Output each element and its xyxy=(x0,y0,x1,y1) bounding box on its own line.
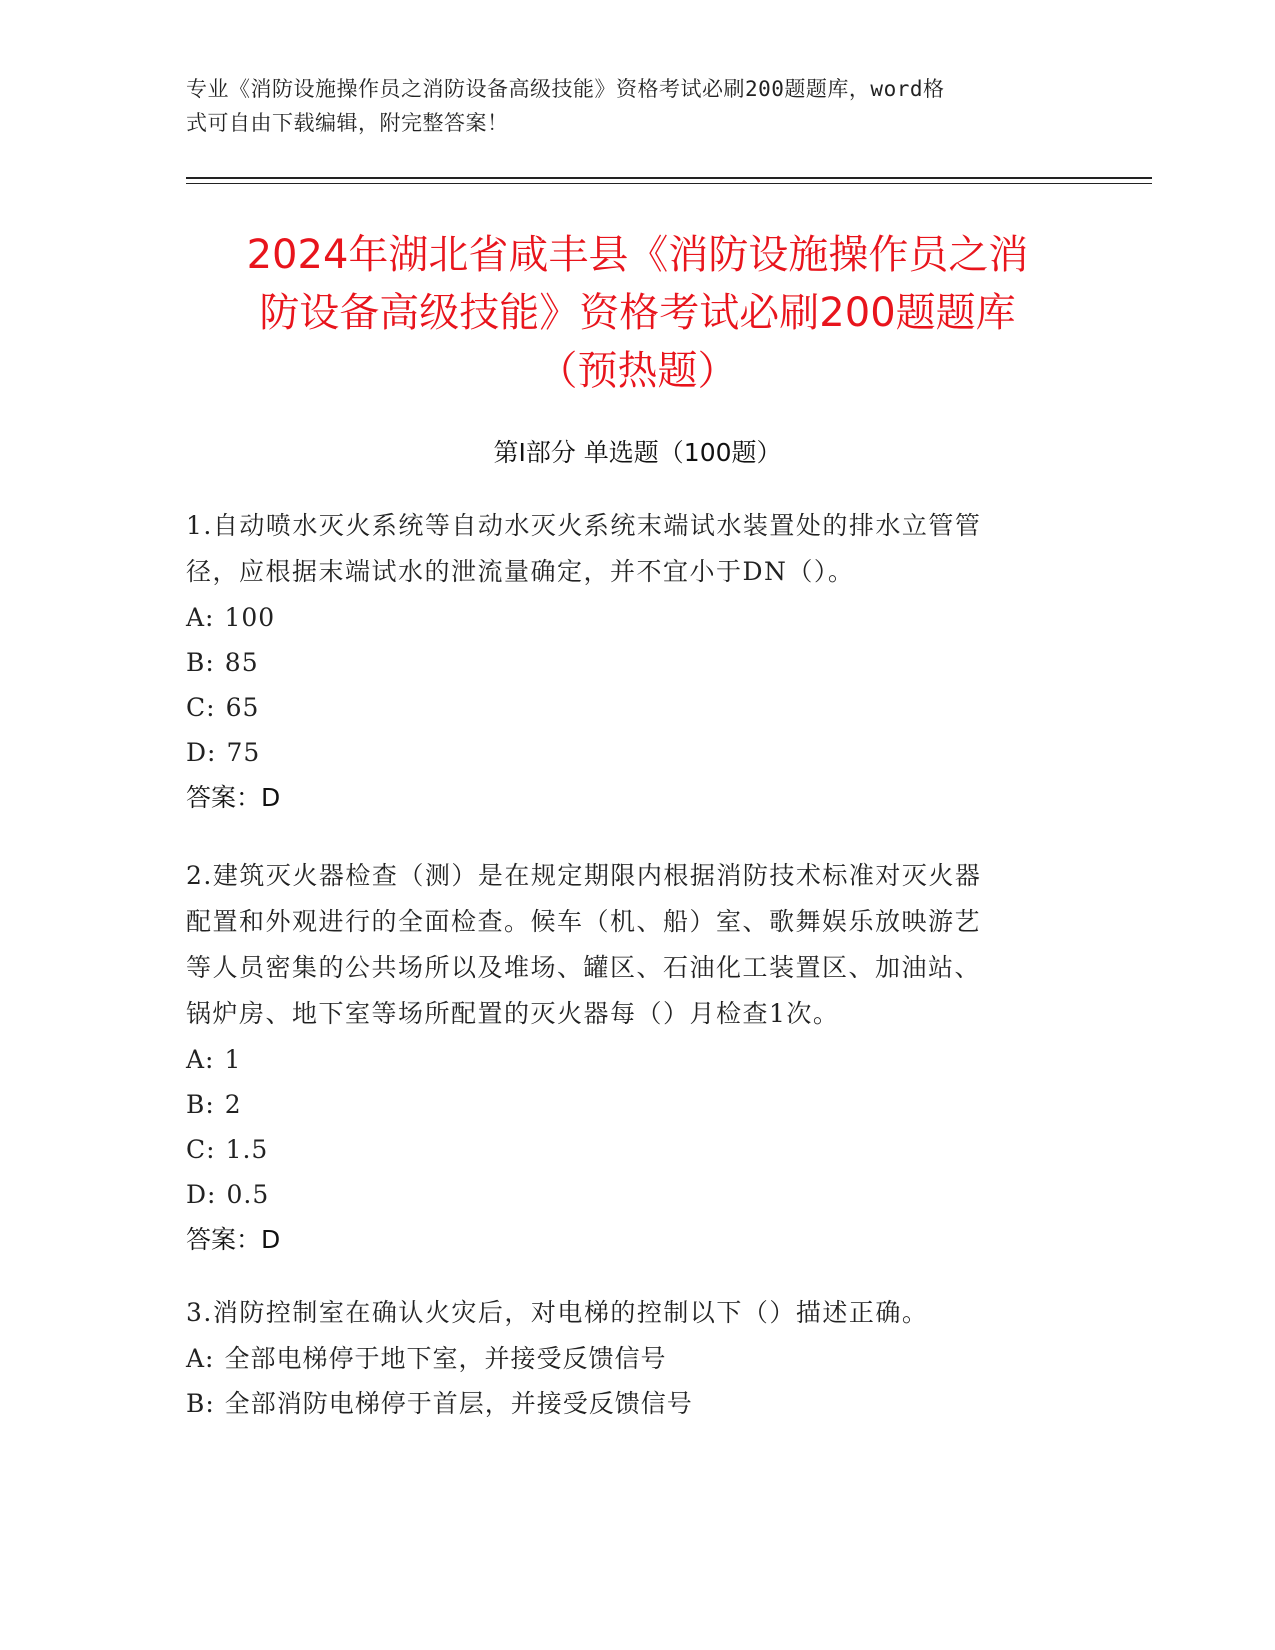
option-b xyxy=(186,1082,1066,1127)
header-rule-thick xyxy=(186,177,1152,179)
question-1 xyxy=(186,503,1066,821)
option-text: 85 xyxy=(224,648,259,677)
question-stem xyxy=(186,503,1066,595)
question-stem-line: 配置和外观进行的全面检查。候车（机、船）室、歌舞娱乐放映游艺 xyxy=(186,907,982,936)
option-key: D: xyxy=(186,1180,217,1209)
question-3 xyxy=(186,1290,1066,1426)
option-a xyxy=(186,1037,1066,1082)
option-text: 100 xyxy=(224,603,276,632)
option-key: B: xyxy=(186,648,215,677)
option-text: 0.5 xyxy=(226,1180,270,1209)
option-text: 75 xyxy=(226,738,261,767)
header-note-line-2: 式可自由下载编辑，附完整答案！ xyxy=(186,111,509,135)
question-stem xyxy=(186,853,1066,1037)
option-text: 2 xyxy=(224,1090,242,1119)
question-stem-line: 1.自动喷水灭火系统等自动水灭火系统末端试水装置处的排水立管管 xyxy=(186,511,982,540)
option-key: C: xyxy=(186,693,216,722)
question-2 xyxy=(186,853,1066,1263)
question-stem-line: 等人员密集的公共场所以及堆场、罐区、石油化工装置区、加油站、 xyxy=(186,953,982,982)
answer: 答案：D xyxy=(186,1225,281,1254)
question-stem-line: 2.建筑灭火器检查（测）是在规定期限内根据消防技术标准对灭火器 xyxy=(186,861,982,890)
option-key: C: xyxy=(186,1135,216,1164)
option-text: 1.5 xyxy=(225,1135,269,1164)
option-d xyxy=(186,1172,1066,1217)
option-key: A: xyxy=(186,603,215,632)
option-c xyxy=(186,1127,1066,1172)
question-stem-line: 锅炉房、地下室等场所配置的灭火器每（）月检查1次。 xyxy=(186,999,840,1028)
option-key: B: xyxy=(186,1389,215,1418)
option-b xyxy=(186,1381,1066,1426)
option-key: B: xyxy=(186,1090,215,1119)
option-c xyxy=(186,685,1066,730)
option-text: 65 xyxy=(225,693,260,722)
header-note-line-1: 专业《消防设施操作员之消防设备高级技能》资格考试必刷200题题库，word格 xyxy=(186,77,945,101)
document-title-line-3: （预热题） xyxy=(537,348,738,394)
document-title-line-2: 防设备高级技能》资格考试必刷200题题库 xyxy=(259,290,1016,336)
option-text: 全部电梯停于地下室，并接受反馈信号 xyxy=(224,1344,667,1373)
header-note xyxy=(186,72,1066,140)
option-text: 1 xyxy=(224,1045,242,1074)
option-b xyxy=(186,640,1066,685)
option-text: 全部消防电梯停于首层，并接受反馈信号 xyxy=(224,1389,693,1418)
option-key: A: xyxy=(186,1344,215,1373)
option-key: A: xyxy=(186,1045,215,1074)
question-stem xyxy=(186,1290,1066,1336)
option-a xyxy=(186,1336,1066,1381)
answer: 答案：D xyxy=(186,783,281,812)
header-rule-thin xyxy=(186,183,1152,184)
option-a xyxy=(186,595,1066,640)
document-title-line-1: 2024年湖北省咸丰县《消防设施操作员之消 xyxy=(246,232,1029,278)
option-d xyxy=(186,730,1066,775)
question-stem-line: 径，应根据末端试水的泄流量确定，并不宜小于DN（）。 xyxy=(186,557,855,586)
question-stem-line: 3.消防控制室在确认火灾后，对电梯的控制以下（）描述正确。 xyxy=(186,1298,929,1327)
option-key: D: xyxy=(186,738,217,767)
document-title xyxy=(160,226,1115,400)
section-heading: 第Ⅰ部分 单选题（100题） xyxy=(493,438,782,467)
